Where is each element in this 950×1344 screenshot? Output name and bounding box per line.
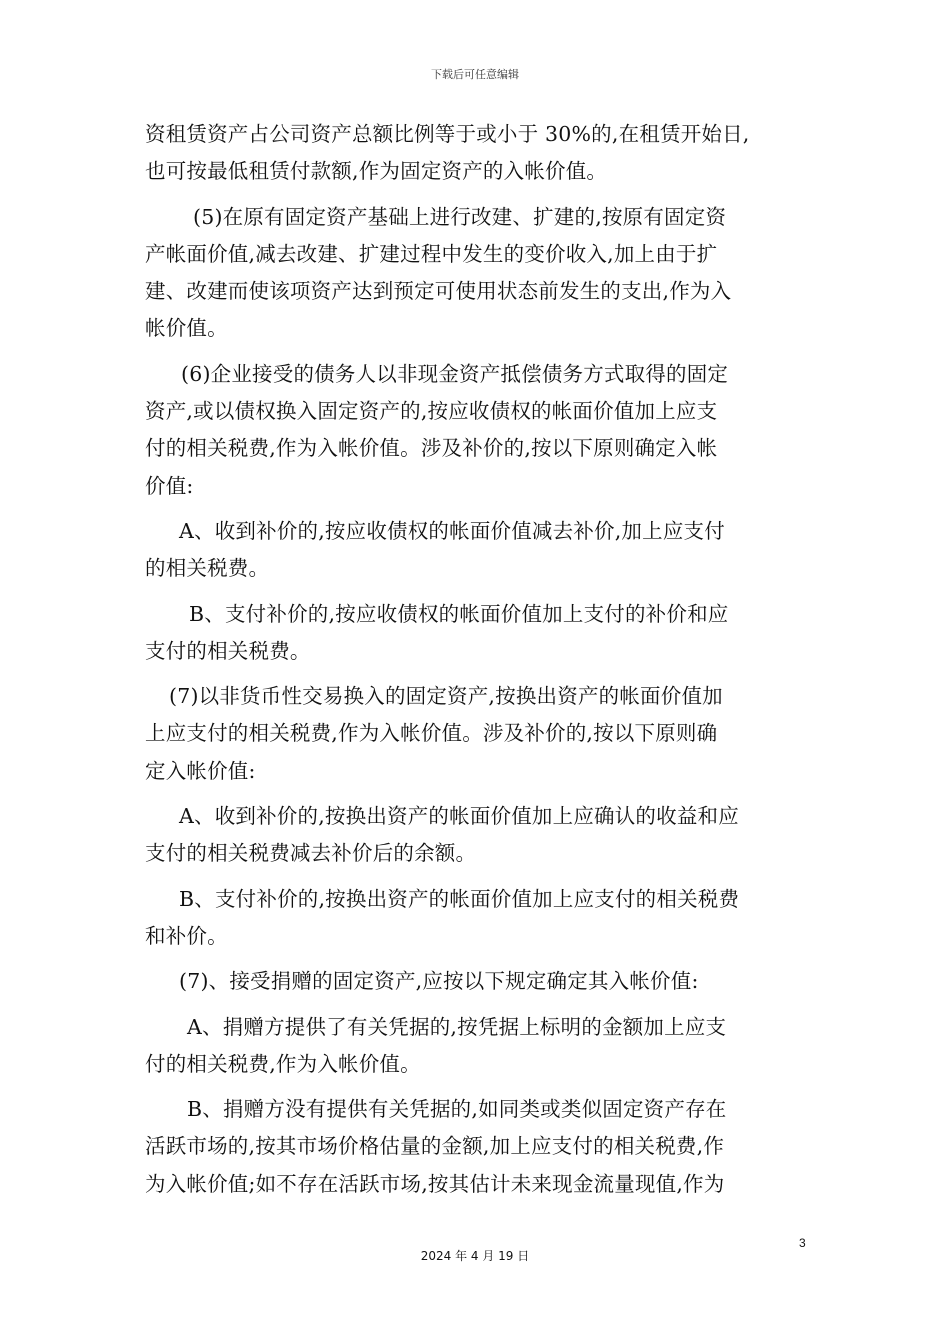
page-header: 下载后可任意编辑 xyxy=(431,68,519,81)
text-line: 和补价。 xyxy=(145,923,228,948)
text-line: B、支付补价的,按应收债权的帐面价值加上支付的补价和应 xyxy=(189,601,729,626)
text-line: B、支付补价的,按换出资产的帐面价值加上应支付的相关税费 xyxy=(179,886,740,911)
text-line: B、捐赠方没有提供有关凭据的,如同类或类似固定资产存在 xyxy=(187,1097,727,1122)
text-line: 付的相关税费,作为入帐价值。 xyxy=(145,1051,421,1076)
text-line: 定入帐价值: xyxy=(145,758,256,783)
paragraph-gap xyxy=(145,348,810,356)
paragraph-gap xyxy=(145,670,810,678)
text-line: 建、改建而使该项资产达到预定可使用状态前发生的支出,作为入 xyxy=(145,279,732,304)
paragraph-gap xyxy=(145,873,810,881)
text-line: 资产,或以债权换入固定资产的,按应收债权的帐面价值加上应支 xyxy=(145,399,718,424)
paragraph-gap xyxy=(145,1001,810,1009)
text-line: 也可按最低租赁付款额,作为固定资产的入帐价值。 xyxy=(145,159,608,184)
text-line: 的相关税费。 xyxy=(145,556,270,581)
paragraph-gap xyxy=(145,790,810,798)
paragraph-gap xyxy=(145,191,810,199)
text-line: 资租赁资产占公司资产总额比例等于或小于 30%的,在租赁开始日, xyxy=(145,122,750,146)
text-line: A、收到补价的,按换出资产的帐面价值加上应确认的收益和应 xyxy=(179,804,739,829)
text-line: (7)、接受捐赠的固定资产,应按以下规定确定其入帐价值: xyxy=(179,969,699,994)
text-line: (7)以非货币性交易换入的固定资产,按换出资产的帐面价值加 xyxy=(169,684,723,709)
text-line: (5)在原有固定资产基础上进行改建、扩建的,按原有固定资 xyxy=(193,204,727,229)
text-line: 付的相关税费,作为入帐价值。涉及补价的,按以下原则确定入帐 xyxy=(145,436,718,461)
document-body xyxy=(145,116,810,1203)
text-line: 支付的相关税费减去补价后的余额。 xyxy=(145,841,477,866)
text-line: (6)企业接受的债务人以非现金资产抵偿债务方式取得的固定 xyxy=(181,361,729,386)
paragraph-gap xyxy=(145,1083,810,1091)
page-number: 3 xyxy=(799,1236,806,1250)
paragraph-gap xyxy=(145,955,810,963)
text-line: 产帐面价值,减去改建、扩建过程中发生的变价收入,加上由于扩 xyxy=(145,241,718,266)
text-line: 为入帐价值;如不存在活跃市场,按其估计未来现金流量现值,作为 xyxy=(145,1171,725,1196)
text-line: 帐价值。 xyxy=(145,316,228,341)
text-line: 支付的相关税费。 xyxy=(145,638,311,663)
text-line: A、捐赠方提供了有关凭据的,按凭据上标明的金额加上应支 xyxy=(187,1014,727,1039)
page-footer-date: 2024 年 4 月 19 日 xyxy=(420,1249,530,1263)
paragraph-gap xyxy=(145,505,810,513)
text-line: 价值: xyxy=(145,473,194,498)
text-line: 活跃市场的,按其市场价格估量的金额,加上应支付的相关税费,作 xyxy=(145,1134,725,1159)
paragraph-gap xyxy=(145,588,810,596)
text-line: A、收到补价的,按应收债权的帐面价值减去补价,加上应支付 xyxy=(179,518,725,543)
text-line: 上应支付的相关税费,作为入帐价值。涉及补价的,按以下原则确 xyxy=(145,721,718,746)
